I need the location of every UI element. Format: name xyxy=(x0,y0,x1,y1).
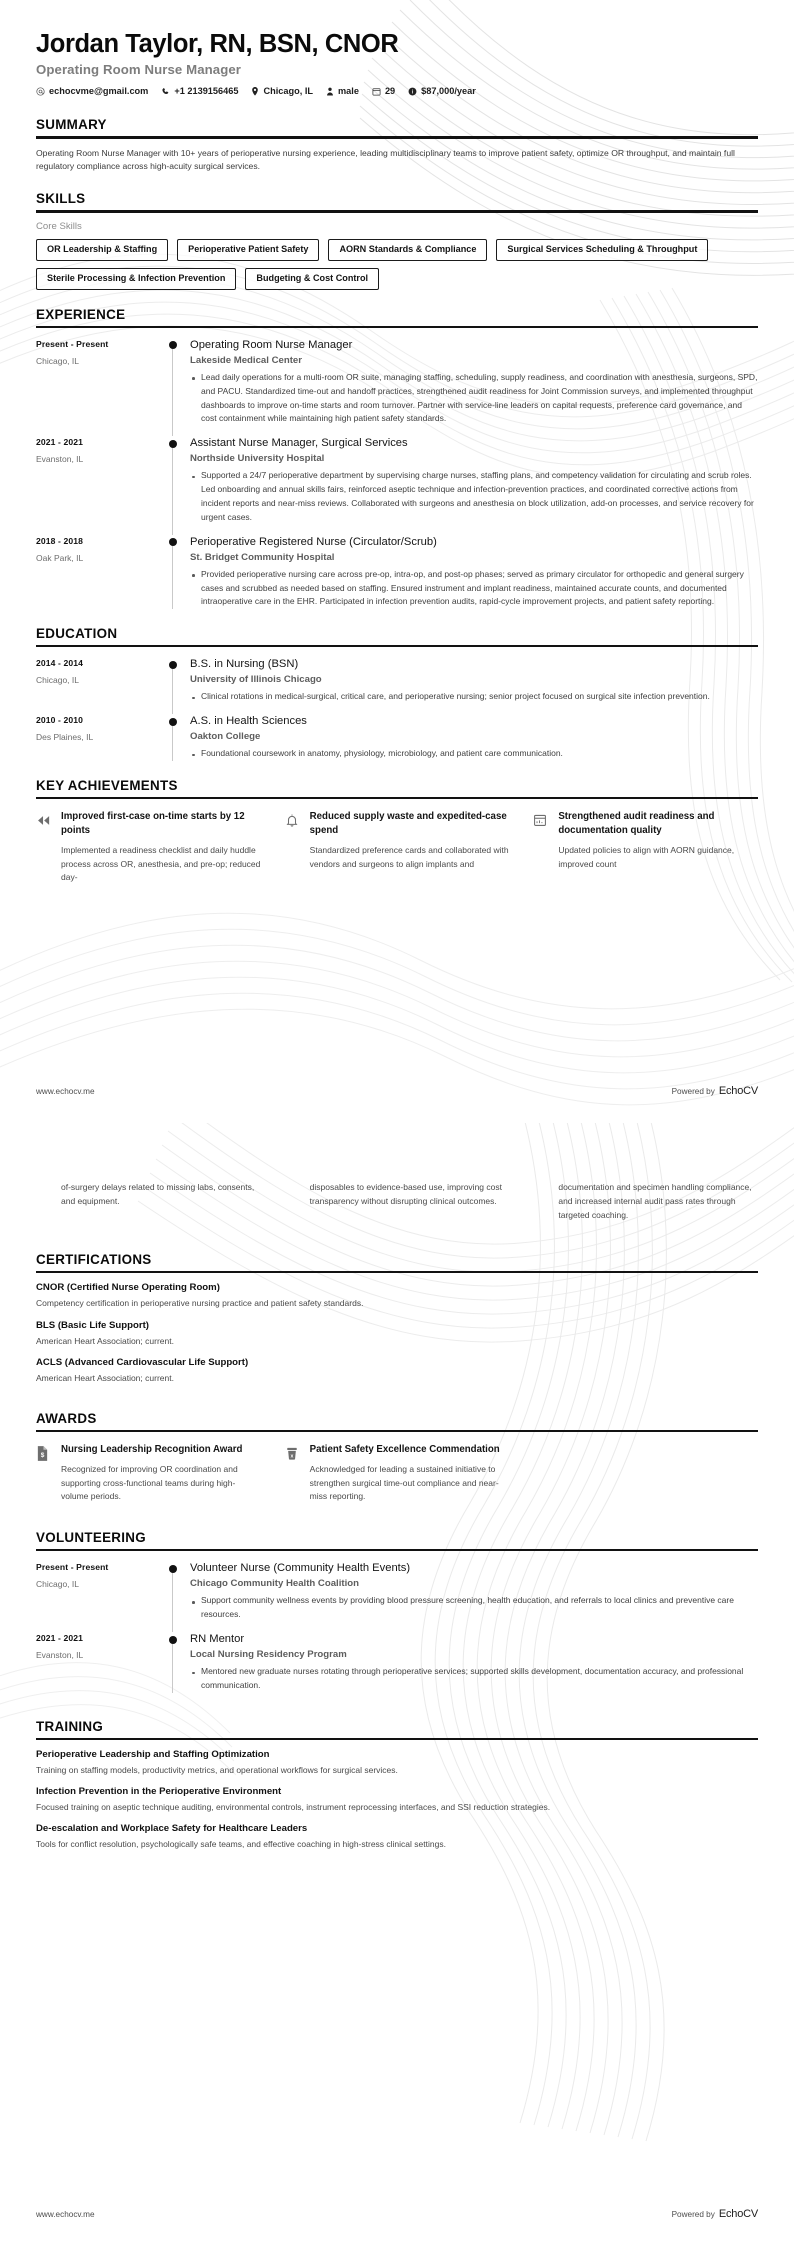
dollar-info-icon xyxy=(408,87,417,96)
section-volunteering xyxy=(36,1530,758,1693)
section-skills xyxy=(36,191,758,289)
entry-title: Volunteer Nurse (Community Health Events) xyxy=(190,1562,411,1575)
footer-website[interactable]: www.echocv.me xyxy=(36,2209,95,2219)
section-summary xyxy=(36,117,758,174)
training-item xyxy=(36,1749,758,1777)
footer-brand: EchoCV xyxy=(718,2208,758,2220)
achievement-desc-part2: documentation and specimen handling compliance, and increased internal audit pass rates through targeted coaching. xyxy=(558,1182,752,1220)
section-divider xyxy=(36,1430,758,1432)
achievement-desc-part2: of-surgery delays related to missing labs, consents, and equipment. xyxy=(61,1182,255,1206)
timeline-rail xyxy=(164,436,190,524)
entry-bullets xyxy=(190,568,758,610)
contact-email[interactable] xyxy=(36,86,148,96)
entry-body xyxy=(190,436,758,524)
contact-location-text: Chicago, IL xyxy=(263,86,313,97)
timeline-rail xyxy=(164,535,190,610)
candidate-name: Jordan Taylor, RN, BSN, CNOR xyxy=(36,30,399,58)
entry-location: Chicago, IL xyxy=(36,355,79,366)
achievement-title: Strengthened audit readiness and documentation quality xyxy=(558,811,715,837)
entry-location: Chicago, IL xyxy=(36,1579,79,1590)
entry-bullet: Provided perioperative nursing care across pre-op, intra-op, and post-op phases; served as primary circulator for orthopedic and general surgery cases and scrubbed as needed based on staffing. Ensured instrument and implant readiness, maintained accurate counts, and documented intraoperative care in the EHR. Participated in infection prevention audits, rapid-cycle improvement projects, and patient safety reporting. xyxy=(190,568,758,610)
entry-date: 2021 - 2021 xyxy=(36,437,83,448)
contact-age xyxy=(372,86,395,96)
entry-location: Oak Park, IL xyxy=(36,552,84,563)
page-footer xyxy=(36,1085,758,1097)
resume-header xyxy=(36,0,758,100)
training-desc: Training on staffing models, productivity metrics, and operational workflows for surgical services. xyxy=(36,1765,398,1775)
section-title-training: TRAINING xyxy=(36,1718,104,1734)
entry-organization: Northside University Hospital xyxy=(190,453,325,465)
entry-title: Operating Room Nurse Manager xyxy=(190,338,353,351)
contact-phone[interactable] xyxy=(161,86,238,96)
document-dollar-icon xyxy=(36,1443,53,1504)
footer-website[interactable]: www.echocv.me xyxy=(36,1086,95,1096)
section-title-summary: SUMMARY xyxy=(36,117,107,133)
training-title: De-escalation and Workplace Safety for Healthcare Leaders xyxy=(36,1823,308,1835)
achievement-item xyxy=(533,810,758,885)
section-title-volunteering: VOLUNTEERING xyxy=(36,1530,146,1546)
section-awards xyxy=(36,1411,758,1504)
entry-organization: Local Nursing Residency Program xyxy=(190,1649,347,1661)
timeline-rail xyxy=(164,1632,190,1693)
entry-body xyxy=(190,535,758,610)
section-key-achievements xyxy=(36,778,758,885)
section-divider xyxy=(36,1738,758,1740)
svg-text:x: x xyxy=(290,1453,294,1460)
entry-school: Oakton College xyxy=(190,731,261,743)
entry-meta xyxy=(36,338,164,426)
achievement-title: Reduced supply waste and expedited-case spend xyxy=(309,811,507,837)
section-title-skills: SKILLS xyxy=(36,191,86,207)
award-item xyxy=(285,1443,510,1504)
training-title: Perioperative Leadership and Staffing Optimization xyxy=(36,1749,270,1760)
trophy-icon xyxy=(285,1443,302,1504)
achievement-desc-part1: Implemented a readiness checklist and daily huddle process across OR, anesthesia, and pre-op; reduced day- xyxy=(61,844,261,883)
timeline-dot-icon xyxy=(169,718,177,726)
person-icon xyxy=(326,87,334,96)
training-desc: Tools for conflict resolution, psychologically safe teams, and effective coaching in high-stress clinical settings. xyxy=(36,1839,446,1850)
achievements-continuation xyxy=(36,1123,758,1222)
training-title: Infection Prevention in the Perioperative Environment xyxy=(36,1786,282,1798)
certification-desc: Competency certification in perioperative nursing practice and patient safety standards. xyxy=(36,1298,364,1309)
timeline-rail xyxy=(164,338,190,426)
section-divider xyxy=(36,1271,758,1273)
contact-location xyxy=(251,86,313,96)
section-title-certifications: CERTIFICATIONS xyxy=(36,1252,152,1268)
entry-meta xyxy=(36,1632,164,1693)
achievement-text xyxy=(558,1181,758,1222)
entry-bullet: Support community wellness events by providing blood pressure screening, health education, and referrals to local clinics and preventive care resources. xyxy=(190,1594,758,1622)
contact-gender xyxy=(326,86,359,96)
entry-bullet: Lead daily operations for a multi-room OR suite, managing staffing, scheduling, supply readiness, and coordination with anesthesia, surgeons, SPD, and PACU. Standardized time-out and handoff practices, strengthened audit readiness for Joint Commission surveys, and implemented throughput dashboards to improve on-time starts and room turnover. Partner with service-line leaders on capital requests, preference card governance, and cost containment while maintaining high patient safety standards. xyxy=(190,371,758,426)
skills-subtitle: Core Skills xyxy=(36,220,82,232)
skill-tag[interactable]: Budgeting & Cost Control xyxy=(245,268,379,290)
entry-date: Present - Present xyxy=(36,338,109,349)
entry-body xyxy=(190,714,758,761)
entry-body xyxy=(190,657,758,704)
achievement-item-continued xyxy=(533,1181,758,1222)
achievement-text xyxy=(61,1181,261,1222)
achievement-desc-part1: Standardized preference cards and collaborated with vendors and surgeons to align implants and xyxy=(309,844,509,869)
entry-meta xyxy=(36,1561,164,1622)
volunteering-entry xyxy=(36,1561,758,1622)
resume-page-2 xyxy=(0,1123,794,2246)
entry-bullets xyxy=(190,1665,758,1693)
entry-bullets xyxy=(190,469,758,524)
section-title-awards: AWARDS xyxy=(36,1411,97,1426)
candidate-role: Operating Room Nurse Manager xyxy=(36,62,242,78)
section-divider xyxy=(36,1549,758,1551)
section-title-achievements: KEY ACHIEVEMENTS xyxy=(36,778,178,794)
entry-bullets xyxy=(190,1594,758,1622)
entry-location: Chicago, IL xyxy=(36,675,79,686)
achievement-text xyxy=(310,810,510,885)
skill-tag[interactable]: Perioperative Patient Safety xyxy=(177,239,319,261)
timeline-dot-icon xyxy=(169,1636,177,1644)
training-item xyxy=(36,1786,758,1814)
entry-bullet: Mentored new graduate nurses rotating through perioperative services; supported skills development, documentation accuracy, and professional communication. xyxy=(190,1665,758,1693)
entry-body xyxy=(190,338,758,426)
footer-powered-by xyxy=(672,2208,758,2220)
contact-phone-text: +1 2139156465 xyxy=(174,86,239,97)
experience-entry xyxy=(36,535,758,610)
achievement-grid xyxy=(36,810,758,885)
skill-tag[interactable]: OR Leadership & Staffing xyxy=(36,239,168,261)
timeline-dot-icon xyxy=(169,341,177,349)
skills-tag-list xyxy=(36,239,758,290)
achievement-item xyxy=(285,810,510,885)
training-item xyxy=(36,1823,758,1851)
entry-date: 2021 - 2021 xyxy=(36,1633,83,1644)
timeline-dot-icon xyxy=(169,538,177,546)
contact-bar xyxy=(36,86,758,96)
achievement-item xyxy=(36,810,261,885)
award-title: Nursing Leadership Recognition Award xyxy=(61,1444,243,1456)
section-title-education: EDUCATION xyxy=(36,626,118,642)
entry-body xyxy=(190,1632,758,1693)
entry-organization: St. Bridget Community Hospital xyxy=(190,551,335,563)
skill-tag[interactable]: AORN Standards & Compliance xyxy=(328,239,487,261)
calendar-icon xyxy=(372,87,381,96)
achievement-text xyxy=(558,810,758,885)
section-certifications xyxy=(36,1252,758,1385)
footer-powered-by xyxy=(672,1085,758,1097)
skill-tag[interactable]: Surgical Services Scheduling & Throughput xyxy=(496,239,708,261)
entry-location: Evanston, IL xyxy=(36,454,84,465)
entry-degree: B.S. in Nursing (BSN) xyxy=(190,658,299,671)
entry-degree: A.S. in Health Sciences xyxy=(190,715,307,728)
section-divider xyxy=(36,645,758,647)
entry-date: Present - Present xyxy=(36,1562,109,1573)
entry-date: 2010 - 2010 xyxy=(36,715,83,726)
section-training xyxy=(36,1719,758,1852)
timeline-dot-icon xyxy=(169,661,177,669)
achievement-desc-part2: disposables to evidence-based use, improving cost transparency without disrupting clinical outcomes. xyxy=(309,1182,502,1206)
section-education xyxy=(36,626,758,761)
certification-title: BLS (Basic Life Support) xyxy=(36,1319,149,1331)
certification-desc: American Heart Association; current. xyxy=(36,1335,174,1346)
entry-date: 2018 - 2018 xyxy=(36,535,83,546)
entry-location: Des Plaines, IL xyxy=(36,732,94,743)
achievement-title: Improved first-case on-time starts by 12 points xyxy=(61,811,245,837)
award-spacer xyxy=(533,1443,758,1504)
entry-title: Perioperative Registered Nurse (Circulator/Scrub) xyxy=(190,535,437,548)
svg-text:$: $ xyxy=(40,1452,45,1460)
entry-body xyxy=(190,1561,758,1622)
certification-item xyxy=(36,1282,758,1310)
entry-organization: Lakeside Medical Center xyxy=(190,354,302,366)
entry-bullet: Foundational coursework in anatomy, physiology, microbiology, and patient care communication. xyxy=(190,747,758,761)
entry-bullets xyxy=(190,690,758,704)
entry-bullet: Supported a 24/7 perioperative department by supervising charge nurses, staffing plans, and competency validation for circulating and scrub roles. Led onboarding and annual skills fairs, reinforced aseptic technique and infection-prevention practices, and coordinated corrective actions from incident reports and near-miss reviews. Collaborated with surgeons and anesthesia on block utilization, add-on processes, and service recovery for urgent cases. xyxy=(190,469,758,524)
location-pin-icon xyxy=(251,87,259,96)
certification-title: CNOR (Certified Nurse Operating Room) xyxy=(36,1282,220,1294)
award-desc: Recognized for improving OR coordination and supporting cross-functional teams during high-volume periods. xyxy=(61,1463,238,1502)
section-experience xyxy=(36,307,758,609)
entry-title: Assistant Nurse Manager, Surgical Services xyxy=(190,437,408,450)
experience-entry xyxy=(36,436,758,524)
certification-title: ACLS (Advanced Cardiovascular Life Support) xyxy=(36,1356,249,1368)
entry-title: RN Mentor xyxy=(190,1633,245,1646)
achievement-item-continued xyxy=(285,1181,510,1222)
training-desc: Focused training on aseptic technique auditing, environmental controls, instrument reprocessing interfaces, and SSI reduction strategies. xyxy=(36,1802,551,1813)
entry-date: 2014 - 2014 xyxy=(36,658,83,669)
entry-meta xyxy=(36,535,164,610)
entry-location: Evanston, IL xyxy=(36,1650,84,1661)
summary-text: Operating Room Nurse Manager with 10+ years of perioperative nursing experience, leading multidisciplinary teams to improve patient safety, optimize OR throughput, and maintain full regulatory compliance across high-acuity surgical services. xyxy=(36,147,735,172)
timeline-dot-icon xyxy=(169,1565,177,1573)
page-footer xyxy=(36,2208,758,2220)
entry-school: University of Illinois Chicago xyxy=(190,674,322,686)
skill-tag[interactable]: Sterile Processing & Infection Prevention xyxy=(36,268,236,290)
email-icon xyxy=(36,87,45,96)
entry-organization: Chicago Community Health Coalition xyxy=(190,1578,359,1590)
volunteering-entry xyxy=(36,1632,758,1693)
entry-meta xyxy=(36,436,164,524)
contact-salary-text: $87,000/year xyxy=(421,86,476,97)
achievement-desc-part1: Updated policies to align with AORN guidance, improved count xyxy=(558,844,735,869)
bell-icon xyxy=(285,810,302,885)
certification-item xyxy=(36,1320,758,1348)
achievement-text xyxy=(310,1181,510,1222)
award-desc: Acknowledged for leading a sustained initiative to strengthen surgical time-out compliance and near-miss reporting. xyxy=(309,1463,499,1502)
rewind-icon xyxy=(36,810,53,885)
entry-meta xyxy=(36,714,164,761)
achievement-grid-continued xyxy=(36,1181,758,1222)
awards-grid xyxy=(36,1443,758,1504)
entry-meta xyxy=(36,657,164,704)
certification-item xyxy=(36,1357,758,1385)
award-text xyxy=(61,1443,261,1504)
education-entry xyxy=(36,657,758,704)
section-divider xyxy=(36,326,758,328)
award-title: Patient Safety Excellence Commendation xyxy=(309,1444,500,1456)
achievement-item-continued xyxy=(36,1181,261,1222)
award-text xyxy=(310,1443,510,1504)
entry-bullets xyxy=(190,747,758,761)
entry-bullet: Clinical rotations in medical-surgical, critical care, and perioperative nursing; senior project focused on surgical site infection prevention. xyxy=(190,690,758,704)
footer-powered-label: Powered by xyxy=(671,1087,715,1096)
phone-icon xyxy=(161,87,170,96)
contact-email-text: echocvme@gmail.com xyxy=(49,86,149,97)
section-divider xyxy=(36,136,758,138)
section-divider xyxy=(36,210,758,212)
svg-text:i: i xyxy=(411,89,414,96)
timeline-rail xyxy=(164,657,190,704)
section-title-experience: EXPERIENCE xyxy=(36,306,126,322)
footer-powered-label: Powered by xyxy=(671,2210,715,2219)
contact-age-text: 29 xyxy=(384,86,396,97)
calendar-chart-icon xyxy=(533,810,550,885)
timeline-rail xyxy=(164,1561,190,1622)
footer-brand: EchoCV xyxy=(718,1085,758,1097)
certification-desc: American Heart Association; current. xyxy=(36,1372,174,1383)
achievement-text xyxy=(61,810,261,885)
timeline-rail xyxy=(164,714,190,761)
education-entry xyxy=(36,714,758,761)
award-item xyxy=(36,1443,261,1504)
contact-salary xyxy=(408,86,476,96)
timeline-dot-icon xyxy=(169,440,177,448)
experience-entry xyxy=(36,338,758,426)
contact-gender-text: male xyxy=(337,86,359,97)
entry-bullets xyxy=(190,371,758,426)
section-divider xyxy=(36,797,758,799)
